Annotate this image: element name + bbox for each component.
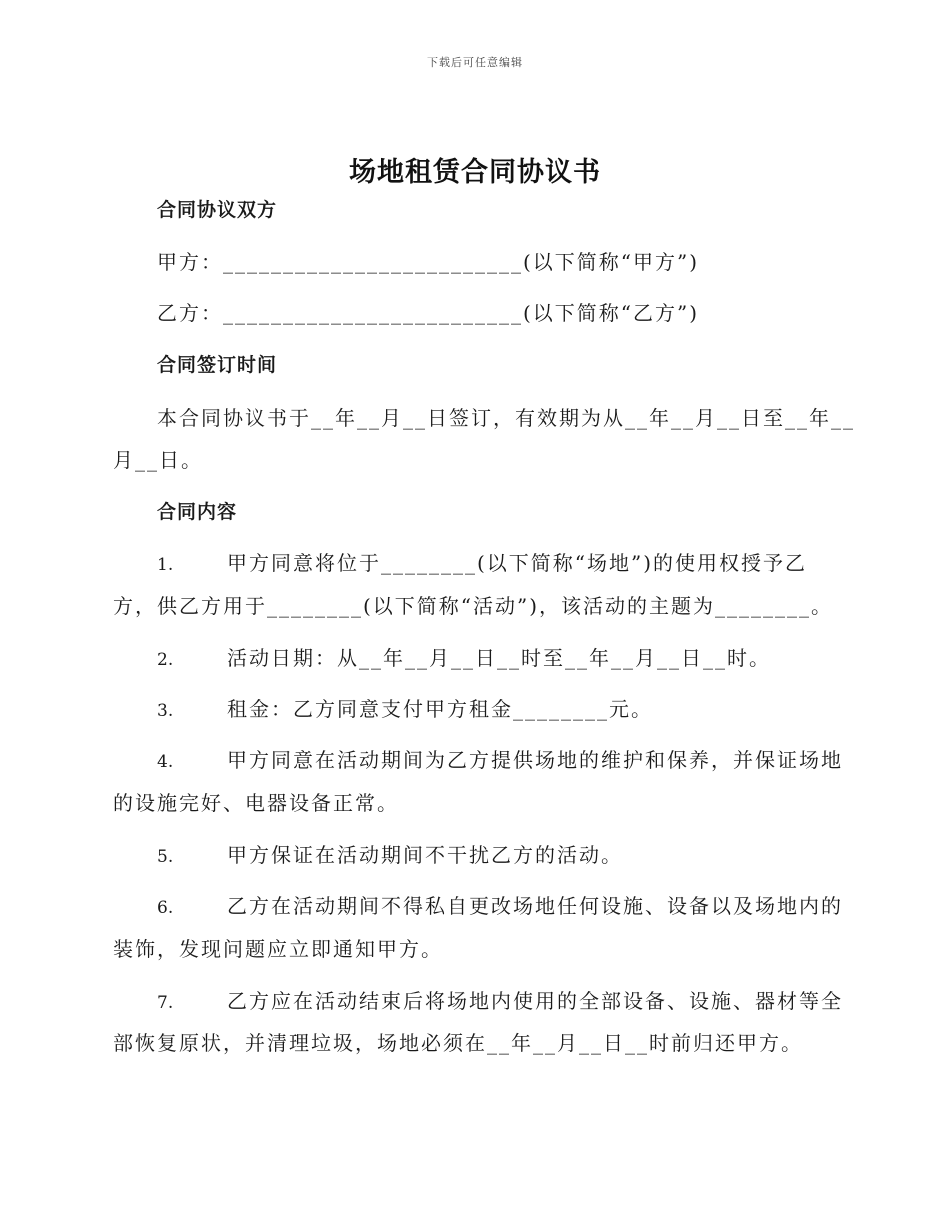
clause-number: 6. (157, 898, 174, 918)
clause-6-line-2: 装饰，发现问题应立即通知甲方。 (113, 937, 443, 961)
section-heading-parties: 合同协议双方 (157, 199, 278, 221)
clause-number: 5. (157, 847, 174, 867)
section-heading-content: 合同内容 (157, 501, 238, 523)
clause-2-line-1 (157, 636, 879, 682)
clause-1-line-2: 方，供乙方用于________(以下简称“活动”)，该活动的主题为________。 (113, 594, 834, 618)
party-a-line: 甲方：_________________________(以下简称“甲方”) (157, 250, 700, 274)
clause-1-line-1 (157, 541, 879, 587)
clause-5-line-1 (157, 833, 879, 879)
party-b-line: 乙方：_________________________(以下简称“乙方”) (157, 301, 700, 325)
clause-4-line-2: 的设施完好、电器设备正常。 (113, 791, 399, 815)
clause-text: 租金：乙方同意支付甲方租金________元。 (227, 697, 653, 721)
document-title: 场地租赁合同协议书 (349, 157, 601, 188)
clause-number: 3. (157, 701, 174, 721)
clause-6-line-1 (157, 884, 879, 930)
clause-text: 甲方保证在活动期间不干扰乙方的活动。 (227, 843, 623, 867)
clause-7-line-1 (157, 979, 879, 1025)
clause-4-line-1 (157, 738, 879, 784)
clause-text: 甲方同意将位于________(以下简称“场地”)的使用权授予乙 (227, 551, 808, 575)
header-note: 下载后可任意编辑 (427, 56, 523, 69)
section-heading-signing: 合同签订时间 (157, 354, 278, 376)
clause-text: 活动日期：从__年__月__日__时至__年__月__日__时。 (227, 646, 771, 670)
clause-7-line-2: 部恢复原状，并清理垃圾，场地必须在__年__月__日__时前归还甲方。 (113, 1031, 803, 1055)
clause-3-line-1 (157, 687, 879, 733)
clause-number: 1. (157, 555, 174, 575)
clause-text: 甲方同意在活动期间为乙方提供场地的维护和保养，并保证场地 (227, 748, 843, 772)
clause-text: 乙方在活动期间不得私自更改场地任何设施、设备以及场地内的 (227, 894, 843, 918)
signing-line-1: 本合同协议书于__年__月__日签订，有效期为从__年__月__日至__年__ (157, 406, 855, 430)
clause-text: 乙方应在活动结束后将场地内使用的全部设备、设施、器材等全 (227, 989, 843, 1013)
clause-number: 7. (157, 993, 174, 1013)
signing-line-2: 月__日。 (113, 448, 203, 472)
clause-number: 4. (157, 752, 174, 772)
clause-number: 2. (157, 650, 174, 670)
